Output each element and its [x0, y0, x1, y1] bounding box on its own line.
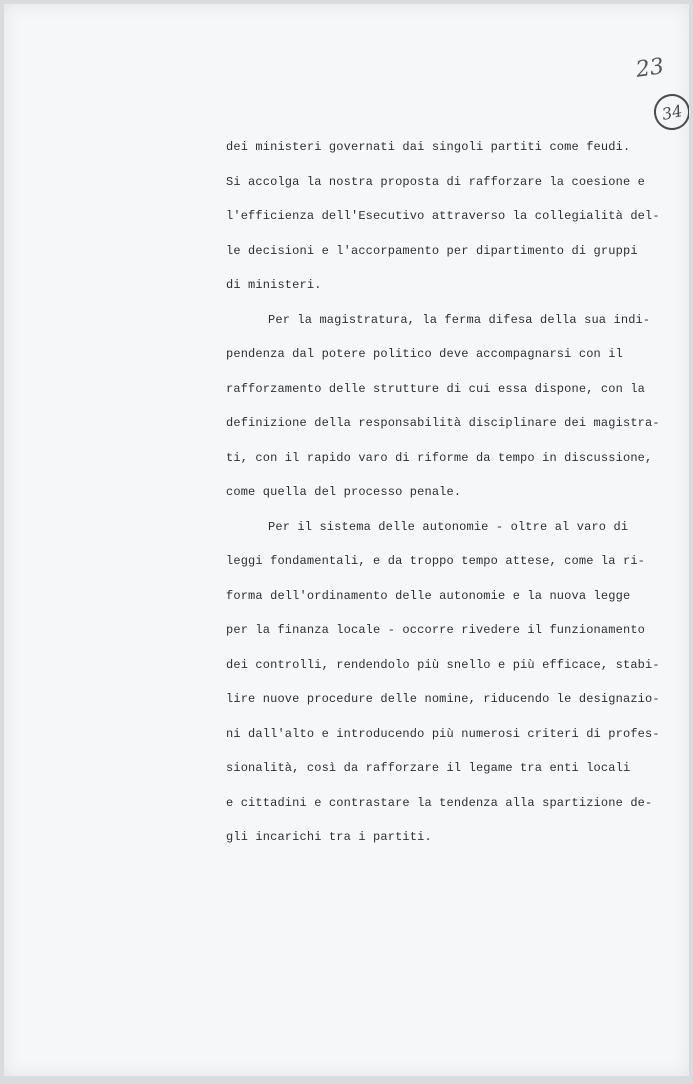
text-line: ti, con il rapido varo di riforme da tempo in discussione, — [226, 450, 653, 465]
text-line: rafforzamento delle strutture di cui essa dispone, con la — [226, 381, 646, 396]
text-line: forma dell'ordinamento delle autonomie e la nuova legge — [226, 588, 631, 603]
text-line: di ministeri. — [226, 278, 322, 292]
text-line: dei ministeri governati dai singoli partiti come feudi. — [226, 140, 631, 154]
paragraph-start-line: Per il sistema delle autonomie - oltre al varo di — [268, 519, 629, 534]
text-line: l'efficienza dell'Esecutivo attraverso la collegialità del- — [226, 209, 660, 223]
text-line: e cittadini e contrastare la tendenza alla spartizione de- — [226, 795, 653, 810]
text-line: gli incarichi tra i partiti. — [226, 830, 432, 844]
text-line: ni dall'alto e introducendo più numerosi criteri di profes- — [226, 726, 660, 741]
text-line: Si accolga la nostra proposta di rafforzare la coesione e — [226, 174, 646, 189]
text-line: definizione della responsabilità disciplinare dei magistra- — [226, 416, 660, 430]
document-body — [226, 130, 660, 855]
text-line: dei controlli, rendendolo più snello e più efficace, stabi- — [226, 657, 660, 672]
text-line: come quella del processo penale. — [226, 485, 462, 499]
text-line: lire nuove procedure delle nomine, riducendo le designazio- — [226, 692, 660, 706]
circled-folio-number: 34 — [651, 91, 689, 134]
text-line: sionalità, così da rafforzare il legame tra enti locali — [226, 761, 631, 775]
text-line: leggi fondamentali, e da troppo tempo attese, come la ri- — [226, 554, 646, 568]
text-line: per la finanza locale - occorre rivedere il funzionamento — [226, 623, 646, 637]
text-line: le decisioni e l'accorpamento per dipartimento di gruppi — [226, 243, 638, 258]
document-page — [4, 4, 689, 1076]
paragraph-start-line: Per la magistratura, la ferma difesa della sua indi- — [268, 312, 651, 327]
handwritten-page-number: 23 — [634, 54, 666, 83]
text-line: pendenza dal potere politico deve accompagnarsi con il — [226, 347, 623, 361]
